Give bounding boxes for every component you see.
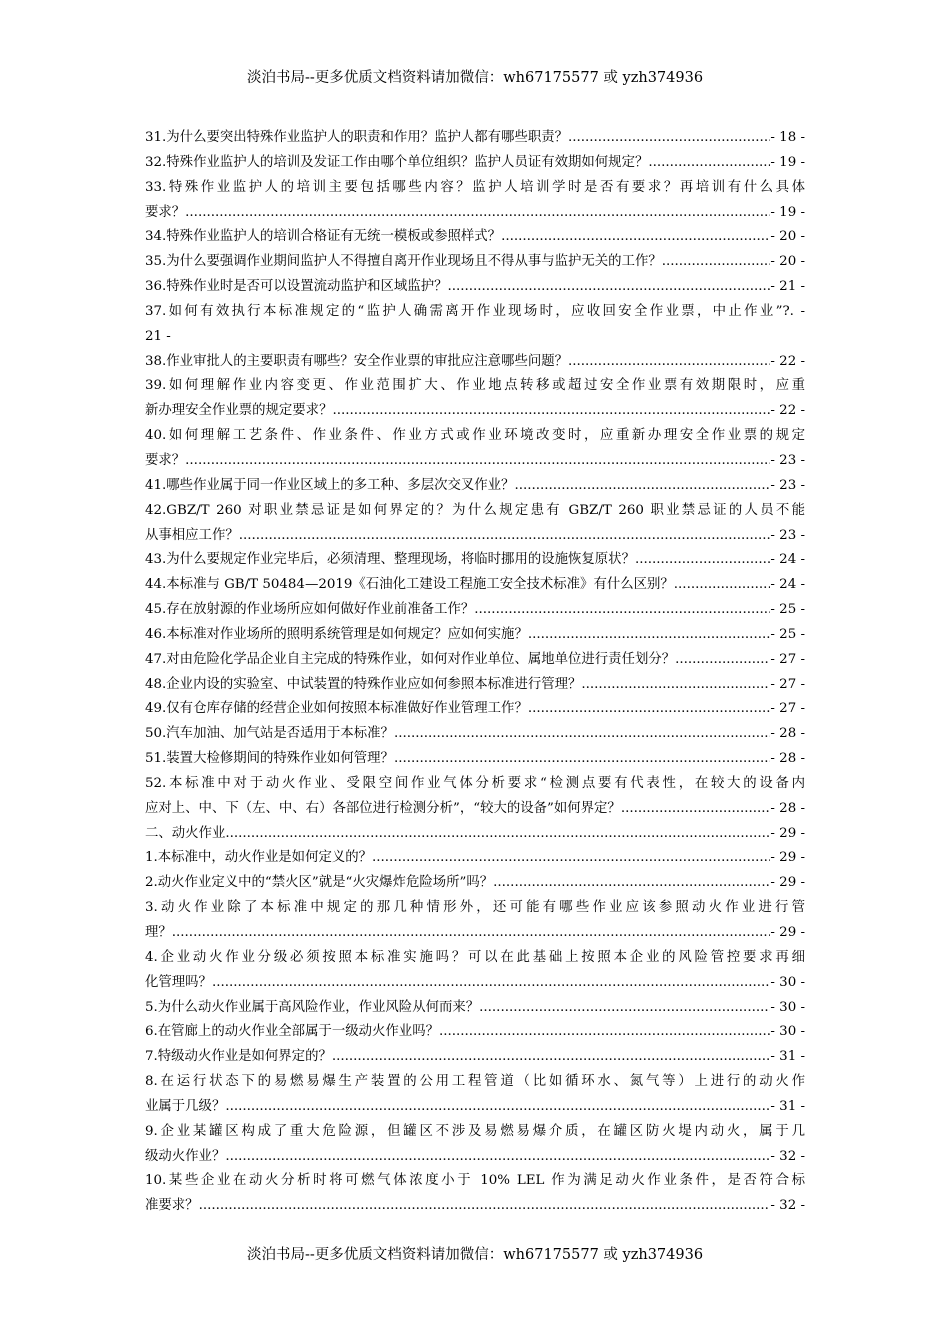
- toc-page-number: - 27 -: [770, 701, 805, 717]
- toc-entry[interactable]: [145, 822, 805, 847]
- toc-entry[interactable]: [145, 1070, 805, 1120]
- toc-page-number: - 29 -: [770, 825, 805, 841]
- toc-entry[interactable]: [145, 747, 805, 772]
- toc-entry-title: 6.在管廊上的动火作业全部属于一级动火作业吗？: [145, 1024, 439, 1040]
- toc-leader-dots: [675, 648, 770, 673]
- toc-entry-title-line: 4.企业动火作业分级必须按照本标准实施吗？可以在此基础上按照本企业的风险管控要求再细: [145, 949, 805, 965]
- toc-entry-title-line: 33.特殊作业监护人的培训主要包括哪些内容？监护人培训学时是否有要求？再培训有什么具体: [145, 179, 805, 195]
- toc-entry-title: 准要求？: [145, 1198, 199, 1214]
- toc-entry-title: 业属于几级？: [145, 1098, 226, 1114]
- toc-leader-dots: [662, 250, 771, 275]
- toc-page-number: - 27 -: [770, 676, 805, 692]
- toc-entry[interactable]: [145, 151, 805, 176]
- toc-entry-title: 21 -: [145, 328, 171, 344]
- toc-leader-dots: [448, 275, 771, 300]
- toc-page-number: - 23 -: [770, 477, 805, 493]
- toc-entry-title: 51.装置大检修期间的特殊作业如何管理？: [145, 751, 394, 767]
- toc-entry-title: 1.本标准中，动火作业是如何定义的？: [145, 850, 373, 866]
- toc-entry-title: 要求？: [145, 204, 186, 220]
- toc-entry-title-line: 40.如何理解工艺条件、作业条件、作业方式或作业环境改变时，应重新办理安全作业票的规定: [145, 428, 805, 444]
- toc-entry-title: 7.特级动火作业是如何界定的？: [145, 1049, 332, 1065]
- toc-page-number: - 18 -: [770, 130, 805, 145]
- toc-entry-title: 50.汽车加油、加气站是否适用于本标准？: [145, 726, 394, 742]
- toc-page-number: - 25 -: [770, 626, 805, 642]
- toc-entry-title: 34.特殊作业监护人的培训合格证有无统一模板或参照样式？: [145, 229, 502, 245]
- toc-leader-dots: [674, 573, 771, 598]
- toc-leader-dots: [581, 673, 770, 698]
- toc-page-number: - 24 -: [770, 552, 805, 568]
- toc-page-number: - 32 -: [770, 1198, 805, 1214]
- toc-entry[interactable]: [145, 424, 805, 474]
- toc-entry[interactable]: [145, 946, 805, 996]
- toc-entry[interactable]: [145, 1169, 805, 1219]
- toc-page-number: - 19 -: [770, 154, 805, 170]
- toc-page-number: - 30 -: [770, 999, 805, 1015]
- toc-page-number: - 28 -: [770, 751, 805, 767]
- toc-page-number: - 29 -: [770, 925, 805, 940]
- toc-entry[interactable]: [145, 722, 805, 747]
- toc-page-number: - 29 -: [770, 850, 805, 866]
- toc-entry-title: 新办理安全作业票的规定要求？: [145, 403, 333, 419]
- page-footer: 淡泊书局--更多优质文档资料请加微信：wh67175577 或 yzh374936: [246, 1247, 704, 1263]
- toc-entry-title: 化管理吗？: [145, 974, 212, 990]
- toc-entry-title: 36.特殊作业时是否可以设置流动监护和区域监护？: [145, 279, 448, 295]
- toc-entry[interactable]: [145, 896, 805, 946]
- toc-entry-title: 5.为什么动火作业属于高风险作业，作业风险从何而来？: [145, 999, 480, 1015]
- toc-leader-dots: [185, 201, 770, 226]
- toc-leader-dots: [212, 971, 770, 996]
- toc-leader-dots: [568, 350, 770, 375]
- toc-page-number: - 23 -: [770, 527, 805, 543]
- toc-entry-title: 35.为什么要强调作业期间监护人不得擅自离开作业现场且不得从事与监护无关的工作？: [145, 254, 662, 270]
- toc-entry[interactable]: [145, 126, 805, 151]
- toc-leader-dots: [199, 1194, 771, 1219]
- toc-page-number: - 24 -: [770, 577, 805, 593]
- toc-entry-title: 从事相应工作？: [145, 527, 239, 543]
- toc-entry-title: 二、动火作业: [145, 825, 226, 841]
- toc-entry[interactable]: [145, 474, 805, 499]
- toc-page-number: - 32 -: [770, 1148, 805, 1164]
- toc-leader-dots: [635, 548, 770, 573]
- toc-entry-title: 44.本标准与 GB/T 50484—2019《石油化工建设工程施工安全技术标准》有什么区别？: [145, 577, 674, 593]
- toc-page-number: - 27 -: [770, 651, 805, 667]
- toc-leader-dots: [648, 151, 770, 176]
- toc-page-number: - 28 -: [770, 800, 805, 816]
- toc-leader-dots: [332, 399, 770, 424]
- toc-entry[interactable]: [145, 548, 805, 573]
- toc-entry-title: 45.存在放射源的作业场所应如何做好作业前准备工作？: [145, 602, 475, 618]
- page-header: 淡泊书局--更多优质文档资料请加微信：wh67175577 或 yzh374936: [246, 70, 704, 86]
- toc-entry-title: 应对上、中、下（左、中、右）各部位进行检测分析”，“较大的设备”如何界定？: [145, 800, 621, 816]
- toc-page-number: - 20 -: [770, 254, 805, 270]
- toc-leader-dots: [439, 1020, 770, 1045]
- toc-leader-dots: [528, 623, 771, 648]
- toc-entry[interactable]: [145, 648, 805, 673]
- toc-entry[interactable]: [145, 275, 805, 300]
- toc-entry[interactable]: [145, 350, 805, 375]
- toc-entry-title: 理？: [145, 925, 172, 940]
- toc-page-number: - 25 -: [770, 602, 805, 618]
- toc-entry-title-line: 39.如何理解作业内容变更、作业范围扩大、作业地点转移或超过安全作业票有效期限时，应重: [145, 378, 805, 394]
- toc-entry[interactable]: [145, 697, 805, 722]
- toc-entry-title: 32.特殊作业监护人的培训及发证工作由哪个单位组织？监护人员证有效期如何规定？: [145, 154, 649, 170]
- toc-leader-dots: [514, 474, 770, 499]
- toc-entry-title: 要求？: [145, 452, 186, 468]
- toc-entry-title: 31.为什么要突出特殊作业监护人的职责和作用？监护人都有哪些职责？: [145, 130, 569, 145]
- toc-entry[interactable]: [145, 250, 805, 275]
- toc-leader-dots: [332, 1045, 771, 1070]
- toc-entry-title-line: 37.如何有效执行本标准规定的“监护人确需离开作业现场时，应收回安全作业票，中止作业”?. -: [145, 303, 805, 319]
- toc-entry[interactable]: [145, 225, 805, 250]
- toc-page-number: - 29 -: [770, 875, 805, 891]
- toc-leader-dots: [501, 225, 770, 250]
- toc-entry[interactable]: [145, 499, 805, 549]
- toc-page-number: - 31 -: [770, 1049, 805, 1065]
- toc-page-number: - 21 -: [770, 279, 805, 295]
- toc-entry[interactable]: [145, 1020, 805, 1045]
- toc-leader-dots: [493, 871, 770, 896]
- toc-leader-dots: [621, 797, 771, 822]
- toc-entry-title: 2.动火作业定义中的“禁火区”就是“火灾爆炸危险场所”吗？: [145, 875, 494, 891]
- toc-entry-title-line: 9.企业某罐区构成了重大危险源，但罐区不涉及易燃易爆介质，在罐区防火堤内动火，属于几: [145, 1123, 805, 1139]
- toc-entry-title-line: 10.某些企业在动火分析时将可燃气体浓度小于 10% LEL 作为满足动火作业条件，是否符合标: [145, 1173, 805, 1189]
- toc-entry-title-line: 8.在运行状态下的易燃易爆生产装置的公用工程管道（比如循环水、氮气等）上进行的动火作: [145, 1074, 805, 1090]
- toc-leader-dots: [172, 921, 771, 946]
- toc-entry-title: 级动火作业？: [145, 1148, 226, 1164]
- toc-page-number: - 19 -: [770, 204, 805, 220]
- toc-leader-dots: [225, 822, 770, 847]
- toc-page-number: - 30 -: [770, 1024, 805, 1040]
- toc-entry[interactable]: [145, 996, 805, 1021]
- toc-entry-title: 49.仅有仓库存储的经营企业如何按照本标准做好作业管理工作？: [145, 701, 528, 717]
- toc-page-number: - 22 -: [770, 403, 805, 419]
- toc-page-number: - 30 -: [770, 974, 805, 990]
- table-of-contents: [145, 126, 805, 1219]
- toc-entry[interactable]: [145, 623, 805, 648]
- toc-entry-title: 43.为什么要规定作业完毕后，必须清理、整理现场，将临时挪用的设施恢复原状？: [145, 552, 635, 568]
- toc-entry-title-line: 42.GBZ/T 260 对职业禁忌证是如何界定的？为什么规定患有 GBZ/T 260 职业禁忌证的人员不能: [145, 502, 805, 518]
- toc-page-number: - 20 -: [770, 229, 805, 245]
- toc-leader-dots: [372, 846, 770, 871]
- toc-entry[interactable]: [145, 846, 805, 871]
- toc-entry-title: 38.作业审批人的主要职责有哪些？安全作业票的审批应注意哪些问题？: [145, 353, 569, 369]
- toc-page-number: - 28 -: [770, 726, 805, 742]
- toc-entry[interactable]: [145, 772, 805, 822]
- toc-leader-dots: [528, 697, 771, 722]
- toc-leader-dots: [239, 524, 771, 549]
- toc-leader-dots: [394, 747, 770, 772]
- toc-page-number: - 31 -: [770, 1098, 805, 1114]
- toc-entry[interactable]: [145, 300, 805, 350]
- toc-entry[interactable]: [145, 598, 805, 623]
- toc-leader-dots: [394, 722, 770, 747]
- toc-leader-dots: [225, 1095, 770, 1120]
- toc-entry[interactable]: [145, 374, 805, 424]
- toc-page-number: - 22 -: [770, 353, 805, 369]
- toc-entry-title: 47.对由危险化学品企业自主完成的特殊作业，如何对作业单位、属地单位进行责任划分？: [145, 651, 676, 667]
- toc-leader-dots: [474, 598, 770, 623]
- toc-entry[interactable]: [145, 673, 805, 698]
- toc-entry[interactable]: [145, 1120, 805, 1170]
- toc-entry-title-line: 3.动火作业除了本标准中规定的那几种情形外，还可能有哪些作业应该参照动火作业进行管: [145, 900, 805, 916]
- toc-entry-title: 41.哪些作业属于同一作业区域上的多工种、多层次交叉作业？: [145, 477, 515, 493]
- toc-leader-dots: [568, 126, 770, 151]
- toc-leader-dots: [225, 1145, 770, 1170]
- toc-entry[interactable]: [145, 1045, 805, 1070]
- toc-leader-dots: [479, 996, 770, 1021]
- toc-entry[interactable]: [145, 573, 805, 598]
- toc-entry-title-line: 52.本标准中对于动火作业、受限空间作业气体分析要求“检测点要有代表性，在较大的设备内: [145, 775, 805, 791]
- toc-entry-title: 48.企业内设的实验室、中试装置的特殊作业应如何参照本标准进行管理？: [145, 676, 582, 692]
- toc-entry-title: 46.本标准对作业场所的照明系统管理是如何规定？应如何实施？: [145, 626, 528, 642]
- toc-entry[interactable]: [145, 871, 805, 896]
- toc-page-number: - 23 -: [770, 452, 805, 468]
- toc-entry[interactable]: [145, 176, 805, 226]
- toc-leader-dots: [185, 449, 770, 474]
